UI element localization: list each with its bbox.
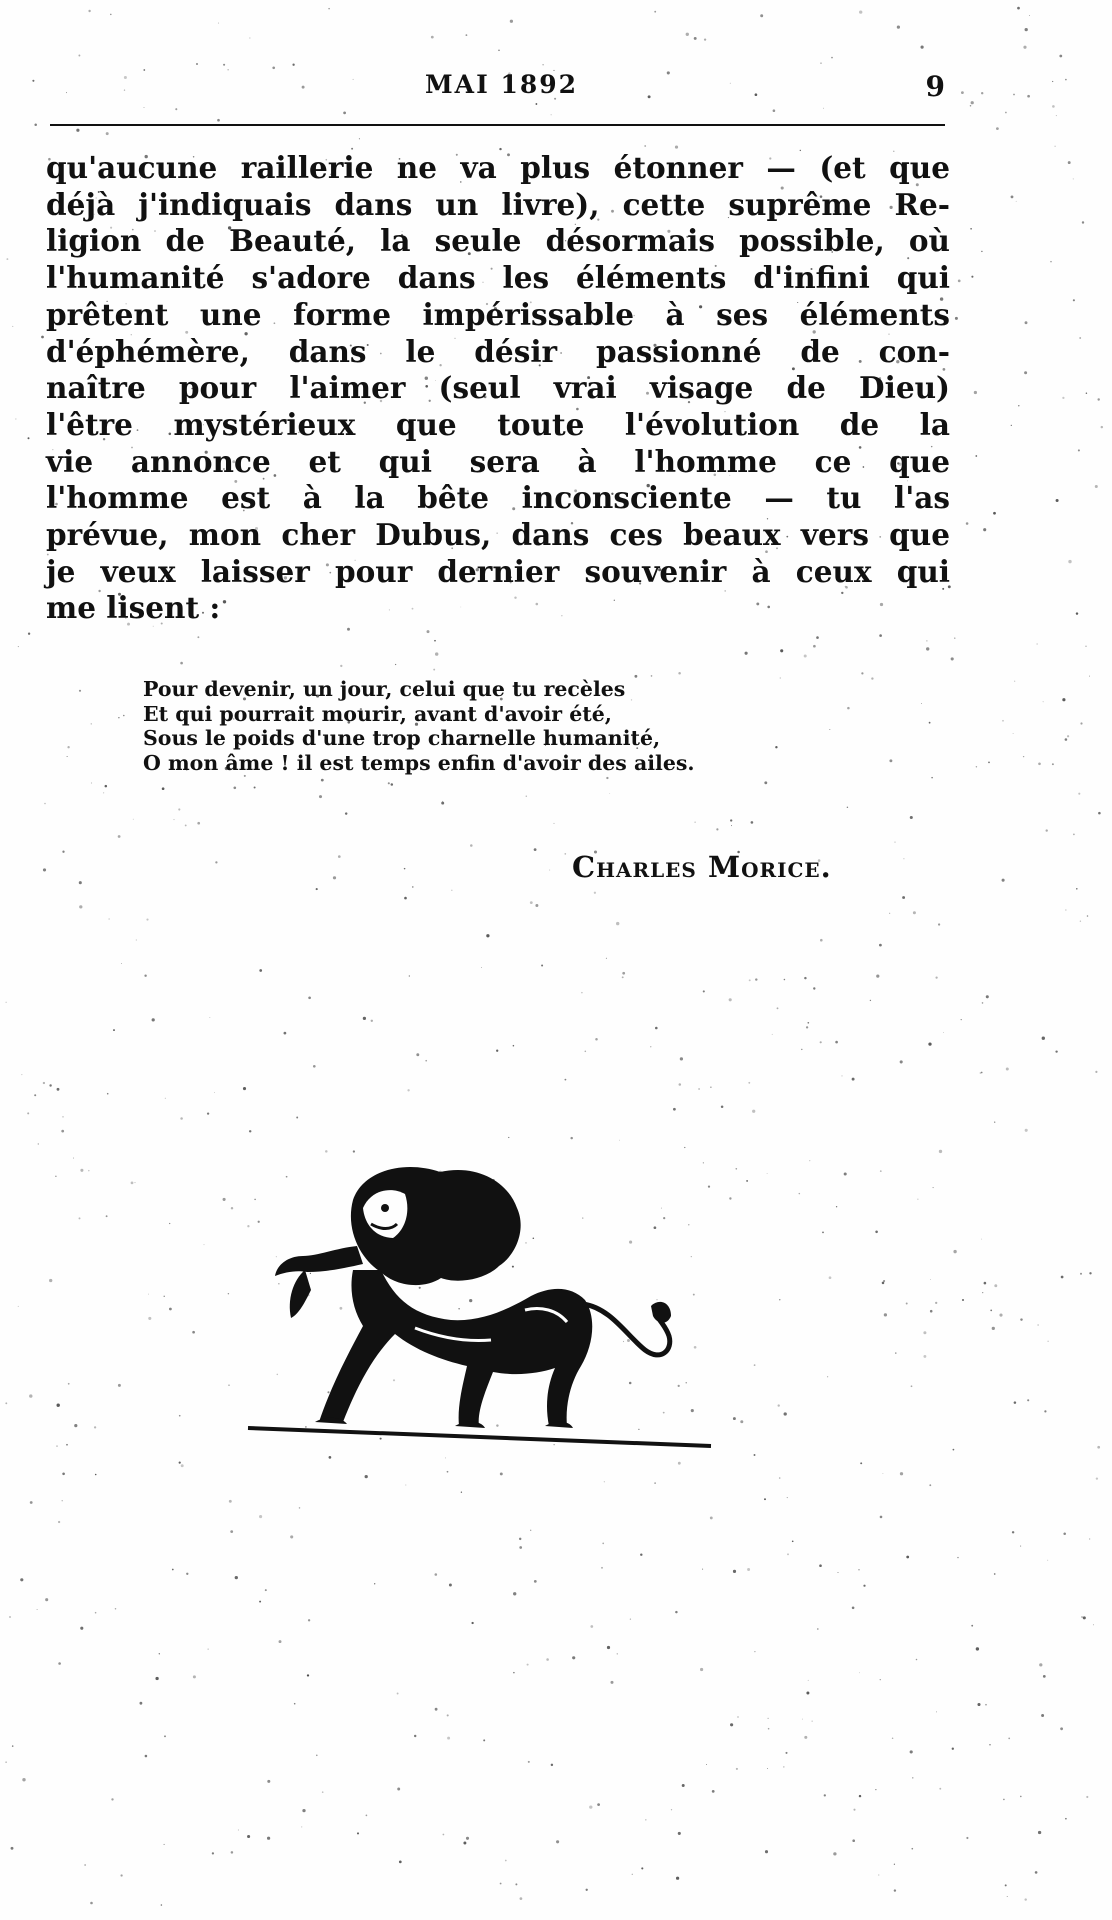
running-header: [50, 68, 945, 126]
poem-line: Et qui pourrait mourir, avant d'avoir été,: [143, 701, 612, 726]
body-paragraph: [46, 150, 950, 627]
body-line: naître pour l'aimer (seul vrai visage de Dieu): [46, 370, 950, 406]
poem-line: O mon âme ! il est temps enfin d'avoir des ailes.: [143, 750, 695, 775]
page-number: 9: [925, 70, 945, 103]
body-line: vie annonce et qui sera à l'homme ce que: [46, 443, 950, 479]
body-line: prêtent une forme impérissable à ses éléments: [46, 296, 950, 332]
lion-vignette: [245, 1160, 715, 1460]
poem-line: Pour devenir, un jour, celui que tu recèles: [143, 677, 626, 701]
body-line: déjà j'indiquais dans un livre), cette suprême Re-: [46, 186, 950, 222]
body-line: je veux laisser pour dernier souvenir à ceux qui: [46, 553, 950, 589]
body-line: l'être mystérieux que toute l'évolution de la: [46, 406, 950, 442]
author-signature: Charles Morice.: [572, 850, 832, 884]
header-title: MAI 1892: [425, 70, 579, 99]
body-line: me lisent :: [46, 590, 221, 626]
poem-line: Sous le poids d'une trop charnelle humanité,: [143, 726, 661, 751]
body-line: l'homme est à la bête inconsciente — tu l'as: [46, 480, 950, 516]
body-line: l'humanité s'adore dans les éléments d'infini qui: [46, 260, 950, 296]
body-line: ligion de Beauté, la seule désormais possible, où: [46, 223, 950, 259]
body-line: qu'aucune raillerie ne va plus étonner — (et que: [46, 150, 950, 185]
body-line: prévue, mon cher Dubus, dans ces beaux vers que: [46, 517, 950, 553]
poem-stanza: [143, 677, 823, 775]
body-line: d'éphémère, dans le désir passionné de con-: [46, 333, 950, 369]
